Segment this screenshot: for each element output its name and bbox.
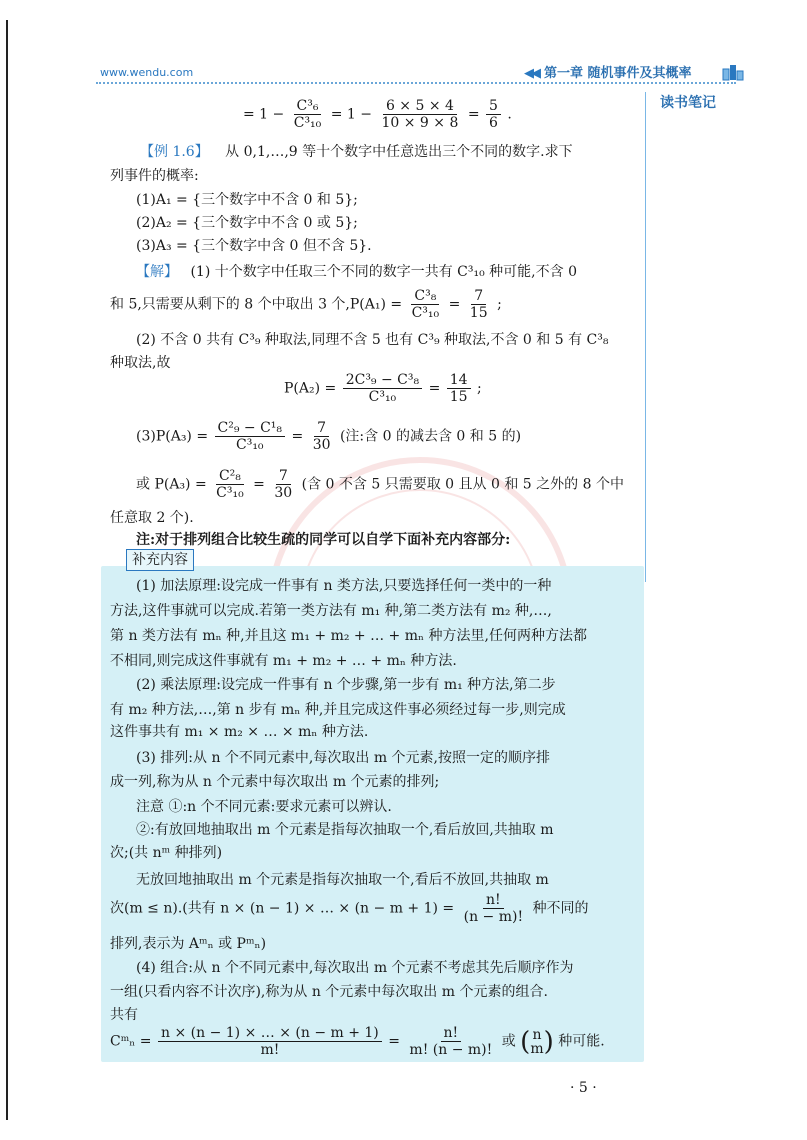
frac-num: 5 — [486, 98, 501, 115]
fraction — [291, 98, 325, 131]
supplement-line: 一组(只看内容不计次序),称为从 n 个元素中每次取出 m 个元素的组合. — [110, 984, 548, 1000]
fraction — [406, 1025, 495, 1058]
example-item: (2)A₂ = {三个数字中不含 0 或 5}; — [136, 215, 358, 231]
supplement-tag: 补充内容 — [126, 549, 194, 571]
supplement-line: (2) 乘法原理:设完成一件事有 n 个步骤,第一步有 m₁ 种方法,第二步 — [136, 677, 556, 693]
solution-line: 种取法,故 — [110, 355, 171, 371]
example-item: (3)A₃ = {三个数字中含 0 但不含 5}. — [136, 238, 372, 254]
supplement-line: 注意 ①:n 个不同元素:要求元素可以辨认. — [136, 799, 392, 815]
supplement-line: 不相同,则完成这件事就有 m₁ + m₂ + … + mₙ 种方法. — [110, 653, 457, 669]
solution-line — [110, 288, 502, 321]
fraction — [213, 468, 247, 501]
binomial-body — [530, 1028, 543, 1056]
eq-text: (含 0 不含 5 只需要取 0 且从 0 和 5 之外的 8 个中 — [301, 476, 624, 493]
supplement-line: 无放回地抽取出 m 个元素是指每次抽取一个,看后不放回,共抽取 m — [136, 872, 549, 888]
supplement-line: (1) 加法原理:设完成一件事有 n 类方法,只要选择任何一类中的一种 — [136, 578, 552, 594]
example-item: (1)A₁ = {三个数字中不含 0 和 5}; — [136, 192, 358, 208]
header-dotted-line — [96, 82, 736, 84]
solution-line: (2) 不含 0 共有 C³₉ 种取法,同理不含 5 也有 C³₉ 种取法,不含 0 和 5 有 C³₈ — [136, 332, 609, 348]
frac-den: 15 — [449, 389, 468, 405]
eq-text: 种可能. — [558, 1033, 605, 1050]
fraction — [271, 468, 295, 501]
solution-line — [136, 262, 577, 282]
frac-den: C³₁₀ — [411, 305, 440, 321]
solution-equation — [136, 420, 521, 453]
eq-text: = 1 − — [330, 106, 373, 123]
eq-text: (注:含 0 的减去含 0 和 5 的) — [339, 428, 522, 445]
note-text: 注:对于排列组合比较生疏的同学可以自学下面补充内容部分: — [136, 532, 511, 548]
frac-num: C²₉ − C¹₈ — [215, 420, 286, 437]
frac-den: C³₁₀ — [216, 485, 244, 501]
eq-text: (3)P(A₃) = — [136, 428, 209, 445]
frac-den: 6 — [489, 115, 498, 131]
supplement-line: 排列,表示为 Aᵐₙ 或 Pᵐₙ) — [110, 936, 267, 952]
frac-num: C³₆ — [294, 98, 322, 115]
chapter-title-text: 第一章 随机事件及其概率 — [544, 66, 692, 81]
fraction — [378, 98, 461, 131]
fraction — [158, 1025, 382, 1058]
solution-tag: 【解】 — [136, 264, 178, 280]
example-text: 从 0,1,…,9 等十个数字中任意选出三个不同的数字.求下 — [225, 144, 573, 160]
left-margin-rule — [6, 20, 8, 1120]
example-tag: 【例 1.6】 — [140, 144, 209, 160]
double-left-arrow-icon: ◀◀ — [524, 66, 538, 81]
fraction — [310, 420, 334, 453]
frac-num: C²₈ — [216, 468, 244, 485]
supplement-line: 方法,这件事就可以完成.若第一类方法有 m₁ 种,第二类方法有 m₂ 种,…, — [110, 603, 552, 619]
supplement-line: 成一列,称为从 n 个元素中每次取出 m 个元素的排列; — [110, 774, 440, 790]
eq-text: = — [253, 476, 265, 493]
reading-notes-label: 读书笔记 — [660, 95, 716, 111]
solution-text: (1) 十个数字中任取三个不同的数字一共有 C³₁₀ 种可能,不含 0 — [190, 264, 577, 280]
binom-bottom: m — [530, 1040, 544, 1057]
eq-text: ; — [477, 380, 482, 397]
solution-equation — [136, 468, 624, 501]
eq-text: . — [507, 106, 512, 123]
eq-text: = — [291, 428, 304, 445]
example-heading — [140, 142, 573, 162]
fraction — [215, 420, 286, 453]
frac-den: C³₁₀ — [236, 437, 264, 453]
solution-line: 任意取 2 个). — [110, 510, 194, 526]
supplement-line: 第 n 类方法有 mₙ 种,并且这 m₁ + m₂ + … + mₙ 种方法里,任何两种方法都 — [110, 628, 587, 644]
eq-text: Cᵐₙ = — [110, 1033, 152, 1050]
frac-num: 2C³₉ − C³₈ — [343, 372, 422, 389]
frac-num: C³₈ — [411, 288, 439, 305]
fraction — [409, 288, 443, 321]
top-equation — [243, 98, 512, 131]
frac-den: C³₁₀ — [368, 389, 397, 405]
eq-text: = — [388, 1033, 400, 1050]
supplement-line: 共有 — [110, 1007, 138, 1023]
fraction — [447, 372, 471, 405]
eq-text: ; — [497, 296, 502, 313]
solution-equation — [284, 372, 482, 405]
supplement-line: (3) 排列:从 n 个不同元素中,每次取出 m 个元素,按照一定的顺序排 — [136, 750, 550, 766]
site-url: www.wendu.com — [100, 66, 194, 79]
fraction — [461, 892, 526, 925]
supplement-line: (4) 组合:从 n 个不同元素中,每次取出 m 个元素不考虑其先后顺序作为 — [136, 960, 574, 976]
margin-divider — [645, 92, 646, 582]
frac-den: 30 — [312, 437, 331, 453]
example-text-2: 列事件的概率: — [110, 168, 199, 184]
binomial — [520, 1028, 554, 1056]
frac-den: 10 × 9 × 8 — [381, 115, 459, 131]
right-paren-icon: ) — [543, 1026, 554, 1057]
frac-num: n × (n − 1) × … × (n − m + 1) — [158, 1025, 382, 1042]
permutation-count-line — [110, 892, 589, 925]
frac-num: n! — [441, 1025, 462, 1042]
eq-text: 或 P(A₃) = — [136, 476, 207, 493]
eq-text: 次(m ≤ n).(共有 n × (n − 1) × … × (n − m + 1) = — [110, 900, 455, 917]
solution-text: 和 5,只需要从剩下的 8 个中取出 3 个,P(A₁) = — [110, 296, 403, 313]
eq-text: 或 — [501, 1033, 516, 1050]
eq-text: = — [428, 380, 441, 397]
frac-den: m! — [260, 1042, 280, 1058]
binom-top: n — [532, 1026, 542, 1043]
supplement-line: 次;(共 nᵐ 种排列) — [110, 845, 223, 861]
supplement-line: ②:有放回地抽取出 m 个元素是指每次抽取一个,看后放回,共抽取 m — [136, 822, 554, 838]
frac-num: 7 — [471, 288, 486, 305]
frac-den: C³₁₀ — [293, 115, 322, 131]
books-icon — [722, 63, 744, 81]
eq-text: = — [467, 106, 480, 123]
frac-den: 30 — [274, 485, 293, 501]
combination-formula — [110, 1025, 605, 1058]
eq-text: = — [448, 296, 461, 313]
supplement-line: 有 m₂ 种方法,…,第 n 步有 mₙ 种,并且完成这件事必须经过每一步,则完成 — [110, 702, 566, 718]
frac-num: 14 — [447, 372, 471, 389]
chapter-title — [524, 62, 692, 81]
eq-text: = 1 − — [243, 106, 285, 123]
frac-den: (n − m)! — [463, 909, 524, 925]
supplement-line: 这件事共有 m₁ × m₂ × … × mₙ 种方法. — [110, 724, 369, 740]
eq-text: P(A₂) = — [284, 380, 337, 397]
frac-den: 15 — [469, 305, 488, 321]
frac-den: m! (n − m)! — [409, 1042, 493, 1058]
left-paren-icon: ( — [520, 1026, 531, 1057]
eq-text: 种不同的 — [532, 900, 589, 917]
frac-num: 6 × 5 × 4 — [383, 98, 457, 115]
page-number: · 5 · — [570, 1080, 597, 1096]
fraction — [467, 288, 491, 321]
fraction — [486, 98, 501, 131]
frac-num: n! — [483, 892, 504, 909]
fraction — [343, 372, 422, 405]
frac-num: 7 — [276, 468, 291, 485]
frac-num: 7 — [314, 420, 329, 437]
